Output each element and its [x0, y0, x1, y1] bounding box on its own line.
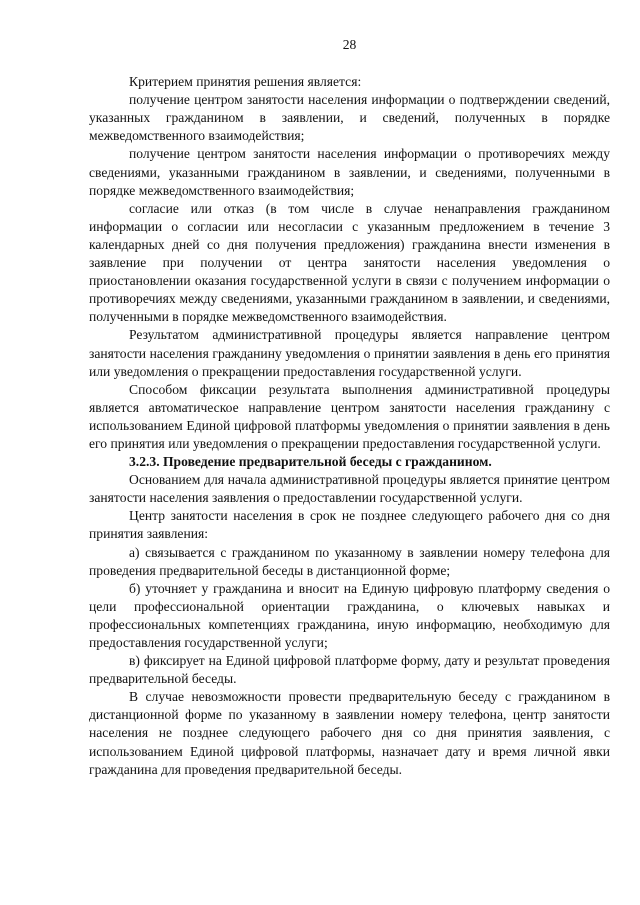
- paragraph: Результатом административной процедуры является направление центром занятости населения гражданину уведомления о принятии заявления в день его принятия или уведомления о прекращении предоставления государственной услуги.: [89, 327, 610, 379]
- document-body: [89, 73, 610, 779]
- paragraph: б) уточняет у гражданина и вносит на Единую цифровую платформу сведения о цели профессиональной ориентации гражданина, о ключевых навыках и профессиональных компетенциях гражданина, иную информацию, необходимую для предоставления государственной услуги;: [89, 580, 610, 650]
- paragraph: Центр занятости населения в срок не позднее следующего рабочего дня со дня принятия заявления:: [89, 508, 610, 542]
- paragraph: Критерием принятия решения является:: [129, 74, 362, 90]
- paragraph: получение центром занятости населения информации о противоречиях между сведениями, указанными гражданином в заявлении, и сведениями, полученными в порядке межведомственного взаимодействия;: [89, 146, 610, 198]
- paragraph: в) фиксирует на Единой цифровой платформе форму, дату и результат проведения предварительной беседы.: [89, 653, 610, 687]
- paragraph: Способом фиксации результата выполнения административной процедуры является автоматическое направление центром занятости населения гражданину с использованием Единой цифровой платформы уведомления о принятии заявления в день его принятия или уведомления о прекращении предоставления государственной услуги.: [89, 381, 610, 451]
- section-heading: 3.2.3. Проведение предварительной беседы с гражданином.: [129, 454, 492, 470]
- paragraph: а) связывается с гражданином по указанному в заявлении номеру телефона для проведения предварительной беседы в дистанционной форме;: [89, 544, 610, 578]
- paragraph: Основанием для начала административной процедуры является принятие центром занятости населения заявления о предоставлении государственной услуги.: [89, 472, 610, 506]
- document-page: [89, 36, 610, 779]
- paragraph: согласие или отказ (в том числе в случае ненаправления гражданином информации о согласии или несогласии с указанным предложением в течение 3 календарных дней со дня получения предложения) гражданина внести изменения в заявление при получении от центра занятости населения уведомления о приостановлении оказания государственной услуги в связи с получением информации о противоречиях между сведениями, указанными гражданином в заявлении, и сведениями, полученными в порядке межведомственного взаимодействия.: [89, 200, 610, 325]
- paragraph: получение центром занятости населения информации о подтверждении сведений, указанных гражданином в заявлении, и сведений, полученных в порядке межведомственного взаимодействия;: [89, 92, 610, 144]
- page-number: 28: [342, 37, 357, 52]
- paragraph: В случае невозможности провести предварительную беседу с гражданином в дистанционной форме по указанному в заявлении номеру телефона, центр занятости населения не позднее следующего рабочего дня со дня принятия заявления, с использованием Единой цифровой платформы, назначает дату и время личной явки гражданина для проведения предварительной беседы.: [89, 689, 610, 777]
